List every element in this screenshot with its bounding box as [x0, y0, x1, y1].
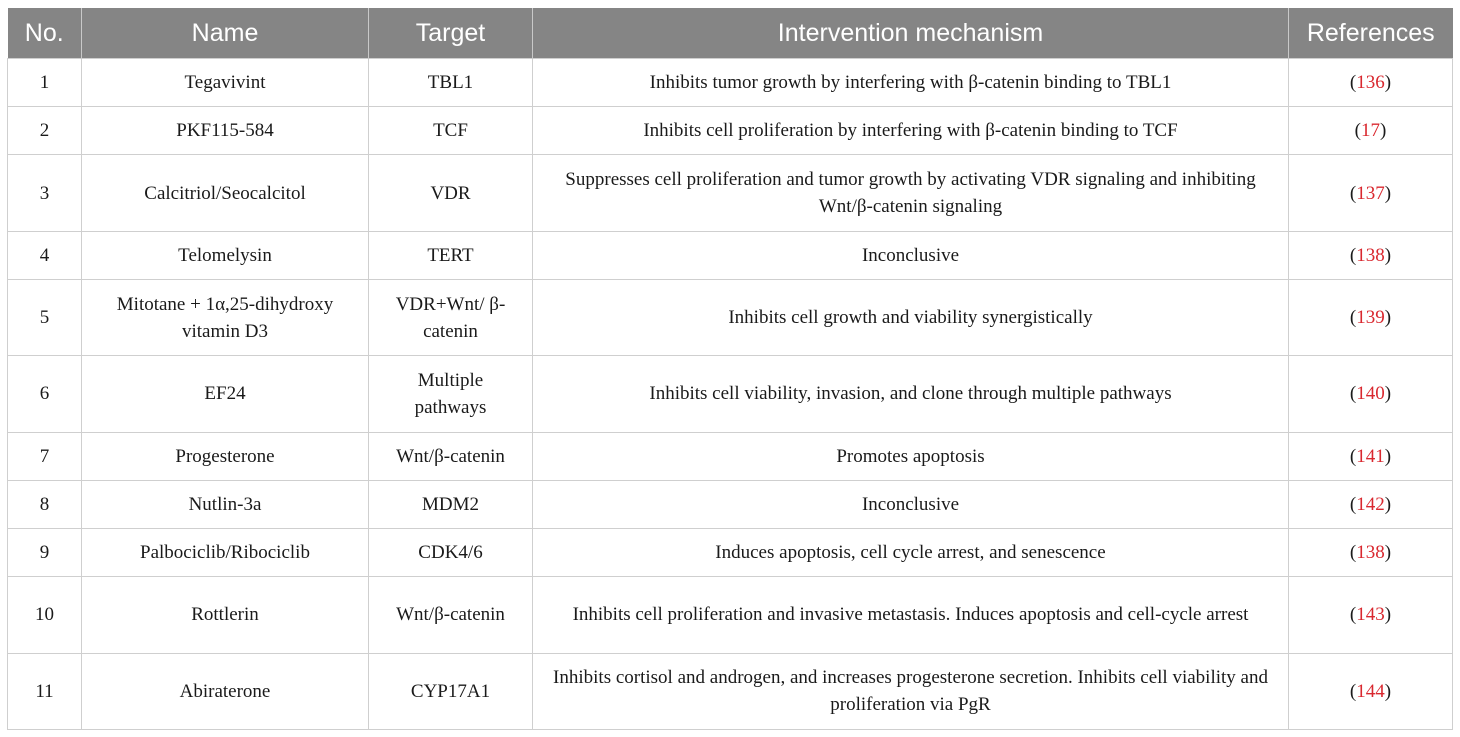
header-references: References [1289, 8, 1453, 59]
table-row [8, 528, 1453, 576]
reference-link[interactable]: 137 [1356, 182, 1385, 204]
reference-link[interactable]: 139 [1356, 307, 1385, 329]
cell-mechanism: Inhibits cell proliferation by interfering with β-catenin binding to TCF [533, 107, 1289, 155]
table-row [8, 480, 1453, 528]
cell-target: TBL1 [369, 59, 533, 107]
cell-name: Palbociclib/Ribociclib [82, 528, 369, 576]
cell-name: Tegavivint [82, 59, 369, 107]
cell-mechanism: Inconclusive [533, 480, 1289, 528]
cell-mechanism: Inhibits cortisol and androgen, and increases progesterone secretion. Inhibits cell viability and proliferation via PgR [533, 653, 1289, 729]
cell-name: Mitotane + 1α,25-dihydroxy vitamin D3 [82, 280, 369, 356]
cell-mechanism: Inhibits cell growth and viability synergistically [533, 280, 1289, 356]
cell-target: MDM2 [369, 480, 533, 528]
cell-target: TCF [369, 107, 533, 155]
cell-no: 10 [8, 576, 82, 653]
cell-reference: (138) [1289, 232, 1453, 280]
header-name: Name [82, 8, 369, 59]
cell-reference: (143) [1289, 576, 1453, 653]
cell-mechanism: Inconclusive [533, 232, 1289, 280]
cell-target: Multiple pathways [369, 356, 533, 432]
cell-reference: (142) [1289, 480, 1453, 528]
cell-no: 7 [8, 432, 82, 480]
header-no: No. [8, 8, 82, 59]
cell-no: 1 [8, 59, 82, 107]
table-row [8, 155, 1453, 232]
cell-name: Calcitriol/Seocalcitol [82, 155, 369, 232]
cell-mechanism: Promotes apoptosis [533, 432, 1289, 480]
cell-name: EF24 [82, 356, 369, 432]
table-row [8, 356, 1453, 432]
cell-name: Rottlerin [82, 576, 369, 653]
cell-reference: (144) [1289, 653, 1453, 729]
cell-reference: (138) [1289, 528, 1453, 576]
cell-target: Wnt/β-catenin [369, 576, 533, 653]
cell-reference: (141) [1289, 432, 1453, 480]
cell-no: 9 [8, 528, 82, 576]
reference-link[interactable]: 136 [1356, 72, 1385, 94]
reference-link[interactable]: 138 [1356, 541, 1385, 563]
drug-table [7, 8, 1453, 730]
cell-mechanism: Suppresses cell proliferation and tumor growth by activating VDR signaling and inhibiting Wnt/β-catenin signaling [533, 155, 1289, 232]
cell-name: Abiraterone [82, 653, 369, 729]
cell-mechanism: Inhibits cell proliferation and invasive metastasis. Induces apoptosis and cell-cycle arrest [533, 576, 1289, 653]
reference-link[interactable]: 144 [1356, 680, 1385, 702]
table-row [8, 232, 1453, 280]
cell-target: VDR+Wnt/ β-catenin [369, 280, 533, 356]
cell-mechanism: Induces apoptosis, cell cycle arrest, and senescence [533, 528, 1289, 576]
reference-link[interactable]: 143 [1356, 604, 1385, 626]
header-mechanism: Intervention mechanism [533, 8, 1289, 59]
table-row [8, 280, 1453, 356]
reference-link[interactable]: 140 [1356, 383, 1385, 405]
table-body [8, 59, 1453, 730]
cell-name: Progesterone [82, 432, 369, 480]
reference-link[interactable]: 138 [1356, 245, 1385, 267]
reference-link[interactable]: 17 [1361, 120, 1380, 142]
cell-target: CYP17A1 [369, 653, 533, 729]
cell-target: Wnt/β-catenin [369, 432, 533, 480]
reference-link[interactable]: 142 [1356, 493, 1385, 515]
table-row [8, 107, 1453, 155]
header-target: Target [369, 8, 533, 59]
cell-name: Nutlin-3a [82, 480, 369, 528]
header-row [8, 8, 1453, 59]
cell-name: Telomelysin [82, 232, 369, 280]
cell-mechanism: Inhibits cell viability, invasion, and clone through multiple pathways [533, 356, 1289, 432]
cell-no: 5 [8, 280, 82, 356]
cell-no: 11 [8, 653, 82, 729]
table-row [8, 59, 1453, 107]
reference-link[interactable]: 141 [1356, 445, 1385, 467]
cell-target: VDR [369, 155, 533, 232]
cell-no: 4 [8, 232, 82, 280]
cell-target: CDK4/6 [369, 528, 533, 576]
cell-mechanism: Inhibits tumor growth by interfering with β-catenin binding to TBL1 [533, 59, 1289, 107]
cell-reference: (139) [1289, 280, 1453, 356]
cell-no: 3 [8, 155, 82, 232]
table-row [8, 576, 1453, 653]
cell-reference: (17) [1289, 107, 1453, 155]
cell-reference: (137) [1289, 155, 1453, 232]
table-row [8, 432, 1453, 480]
cell-reference: (136) [1289, 59, 1453, 107]
cell-no: 6 [8, 356, 82, 432]
cell-name: PKF115-584 [82, 107, 369, 155]
cell-no: 2 [8, 107, 82, 155]
cell-reference: (140) [1289, 356, 1453, 432]
cell-no: 8 [8, 480, 82, 528]
table-row [8, 653, 1453, 729]
cell-target: TERT [369, 232, 533, 280]
